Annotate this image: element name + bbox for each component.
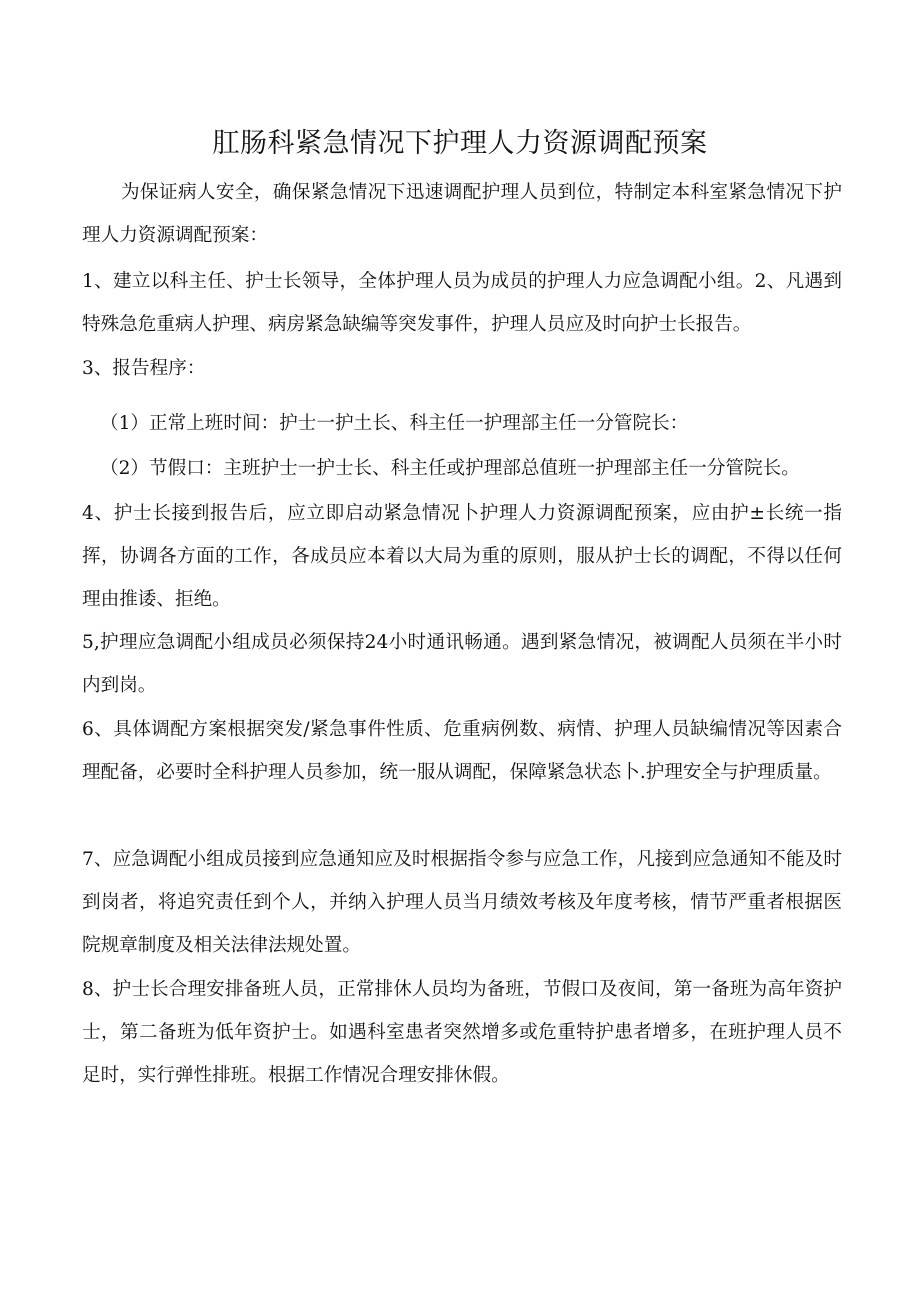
item-7-paragraph: 7、应急调配小组成员接到应急通知应及时根据指令参与应急工作，凡接到应急通知不能及时到岗者，将追究责任到个人，并纳入护理人员当月绩效考核及年度考核，情节严重者根据医院规章制度及相关法律法规处置。 <box>82 849 842 956</box>
item-3-heading: 3、报告程序： <box>82 358 206 379</box>
document-title: 肛肠科紧急情况下护理人力资源调配预案 <box>212 128 708 159</box>
item-3-sub-1: （1）正常上班时间：护士一护土长、科主任一护理部主任一分管院长： <box>100 413 689 434</box>
item-5-paragraph: 5,护理应急调配小组成员必须保持24小时通讯畅通。遇到紧急情况，被调配人员须在半小时内到岗。 <box>82 632 842 696</box>
item-3-sub-2: （2）节假口：主班护士一护士长、科主任或护理部总值班一护理部主任一分管院长。 <box>100 458 800 479</box>
item-6-paragraph: 6、具体调配方案根据突发/紧急事件性质、危重病例数、病情、护理人员缺编情况等因素合理配备，必要时全科护理人员参加，统一服从调配，保障紧急状态卜.护理安全与护理质量。 <box>82 719 842 783</box>
item-4-paragraph: 4、护士长接到报告后，应立即启动紧急情况卜护理人力资源调配预案，应由护±长统一指挥，协调各方面的工作，各成员应本着以大局为重的原则，服从护士长的调配，不得以任何理由推诿、拒绝。 <box>82 503 842 610</box>
item-8-paragraph: 8、护士长合理安排备班人员，正常排休人员均为备班，节假口及夜间，第一备班为高年资护士，第二备班为低年资护士。如遇科室患者突然增多或危重特护患者增多，在班护理人员不足时，实行弹性排班。根据工作情况合理安排休假。 <box>82 979 842 1086</box>
intro-paragraph: 为保证病人安全，确保紧急情况下迅速调配护理人员到位，特制定本科室紧急情况下护理人力资源调配预案： <box>82 182 842 246</box>
item-1-2-paragraph: 1、建立以科主任、护士长领导，全体护理人员为成员的护理人力应急调配小组。2、凡遇到特殊急危重病人护理、病房紧急缺编等突发事件，护理人员应及时向护士长报告。 <box>82 271 842 335</box>
